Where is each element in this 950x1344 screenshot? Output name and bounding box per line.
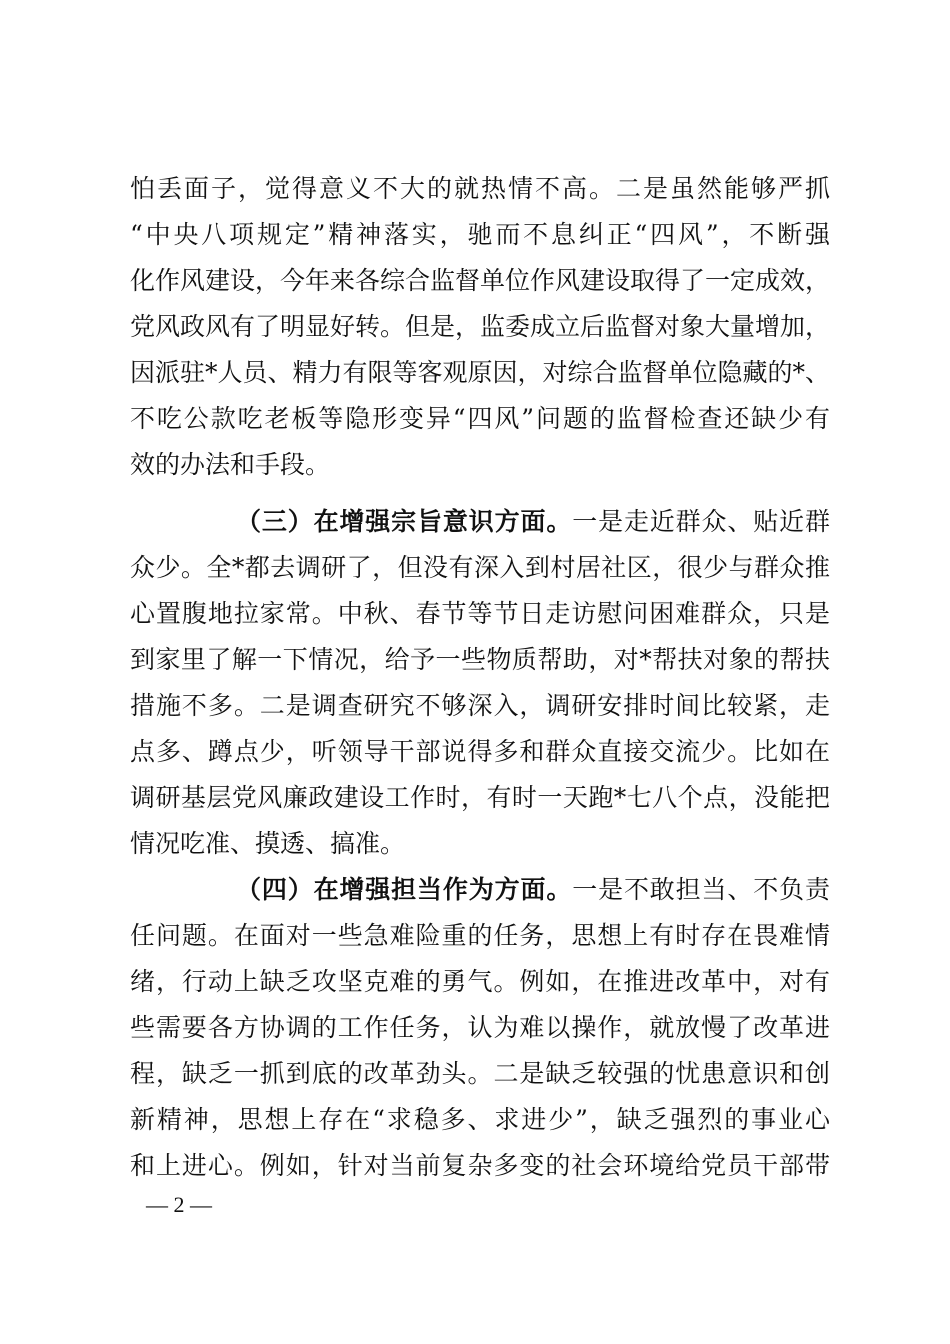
section-text: 一是不敢担当、不负责 xyxy=(572,875,830,904)
section-first-line xyxy=(236,505,830,539)
text-line: 和上进心。例如，针对当前复杂多变的社会环境给党员干部带 xyxy=(130,1151,830,1180)
text-line: 任问题。在面对一些急难险重的任务，思想上有时存在畏难情 xyxy=(130,921,830,950)
section-text: 一是走近群众、贴近群 xyxy=(572,507,830,536)
section-heading: （四）在增强担当作为方面。 xyxy=(236,875,573,904)
text-line: 程，缺乏一抓到底的改革劲头。二是缺乏较强的忧患意识和创 xyxy=(130,1059,830,1088)
text-line: 不吃公款吃老板等隐形变异“四风”问题的监督检查还缺少有 xyxy=(130,404,830,433)
text-line: 心置腹地拉家常。中秋、春节等节日走访慰问困难群众，只是 xyxy=(130,599,830,628)
section-first-line xyxy=(236,873,830,907)
section-heading: （三）在增强宗旨意识方面。 xyxy=(236,507,573,536)
page-number: — 2 — xyxy=(146,1192,212,1217)
text-line: 措施不多。二是调查研究不够深入，调研安排时间比较紧，走 xyxy=(130,691,830,720)
text-line: 些需要各方协调的工作任务，认为难以操作，就放慢了改革进 xyxy=(130,1013,830,1042)
text-line: 点多、蹲点少，听领导干部说得多和群众直接交流少。比如在 xyxy=(130,737,830,766)
text-line: 因派驻*人员、精力有限等客观原因，对综合监督单位隐藏的*、 xyxy=(130,358,831,387)
text-line: 众少。全*都去调研了，但没有深入到村居社区，很少与群众推 xyxy=(130,553,830,582)
text-line: 怕丢面子，觉得意义不大的就热情不高。二是虽然能够严抓 xyxy=(130,174,830,203)
text-line: 情况吃准、摸透、搞准。 xyxy=(130,829,406,858)
text-line: 调研基层党风廉政建设工作时，有时一天跑*七八个点，没能把 xyxy=(130,783,830,812)
text-line: “中央八项规定”精神落实，驰而不息纠正“四风”，不断强 xyxy=(130,220,830,249)
text-line: 党风政风有了明显好转。但是，监委成立后监督对象大量增加， xyxy=(130,312,831,341)
text-line: 效的办法和手段。 xyxy=(130,450,331,479)
text-line: 新精神，思想上存在“求稳多、求进少”，缺乏强烈的事业心 xyxy=(130,1105,830,1134)
text-line: 到家里了解一下情况，给予一些物质帮助，对*帮扶对象的帮扶 xyxy=(130,645,830,674)
text-line: 化作风建设，今年来各综合监督单位作风建设取得了一定成效， xyxy=(130,266,831,295)
text-line: 绪，行动上缺乏攻坚克难的勇气。例如，在推进改革中，对有 xyxy=(130,967,830,996)
